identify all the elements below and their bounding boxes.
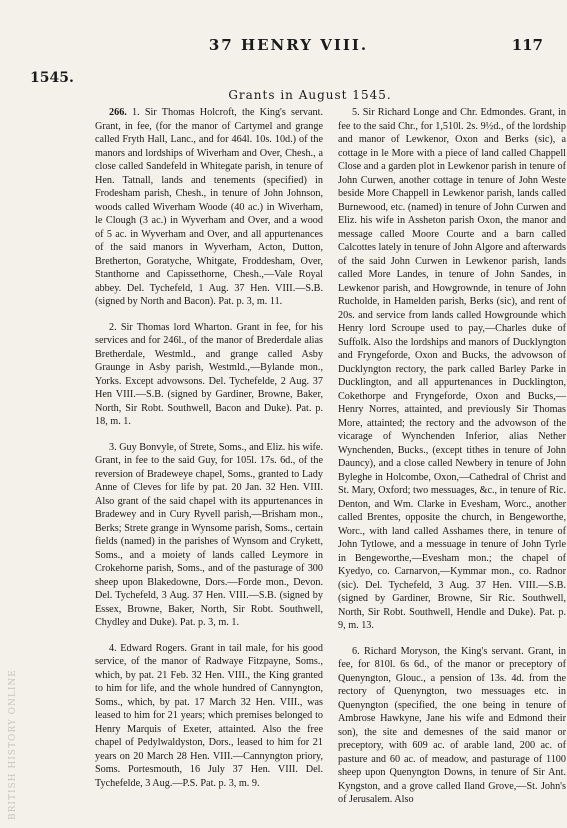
entry: [338, 645, 566, 807]
page-header: [30, 28, 547, 58]
entry: [95, 642, 323, 791]
section-title: Grants in August 1545.: [228, 88, 392, 102]
entry-text: 6. Richard Moryson, the King's servant. Grant, in fee, for 810l. 6s 6d., of the manor or preceptory of Quenyngton, Glouc., a pension of 13s. 4d. from the rectory of Quenyngton, two messuages etc. in Quenyngton (specified, the one being in tenure of Ambrose Hawkyne, Jane his wife and Edmond their son), the site and demesnes of the said manor or preceptory, with 609 ac. of arable land, 200 ac. of pasture and 60 ac. of meadow, and pasturage of 1100 sheep upon Quenyngton Downs, in tenure of Sir Ant. Kyngston, and a grove called Iland Grove,—St. John's of Jerusalem. Also: [338, 645, 566, 805]
year-label: 1545.: [30, 70, 74, 86]
entry: [338, 106, 566, 633]
entry-text: 4. Edward Rogers. Grant in tail male, for his good service, of the manor of Radwaye Fitzpayne, Soms., which, by pat. 21 Feb. 32 Hen. VIII., the King granted to him for life, and the whole hundred of Cannyngton, Soms., which, by pat. 17 March 32 Hen. VIII., was leased to him for 21 years; which premises belonged to Henry Marquis of Exeter, attainted. Also the free chapel of Pedylwaldyston, Dors., leased to him for 21 years on 20 March 28 Hen. VIII.—Cannyngton priory, Soms. Portesmouth, 16 July 37 Hen. VIII. Del. Tychefelde, 3 Aug.—P.S. Pat. p. 3, m. 9.: [95, 642, 323, 789]
entry: [95, 441, 323, 630]
entry-text: 3. Guy Bonvyle, of Strete, Soms., and Eliz. his wife. Grant, in fee to the said Guy, for 105l. 17s. 6d., of the reversion of Bradeweye chapel, Soms., granted to Lady Anne of Cleves for life by pat. 20 Jan. 32 Hen. VIII. Also grant of the said chapel with its appurtenances in Bradewey and in Cury Ryvell parish,—Brisham mon., Berks; Strete grange in Wynsome parish, Soms., certain fields (named) in the parishes of Wynsom and Crykett, Soms., and a moiety of lands called Leymore in Crokehorne parish, Soms., and of the pasturage of 300 sheep upon Blakedowne, Dors.—Forde mon., Devon. Del. Tychefeld, 3 Aug. 37 Hen. VIII.—S.B. (signed by Essex, Browne, Baker, North, Sir Robt. Southwell, Chydley and Duke). Pat. p. 3, m. 1.: [95, 441, 323, 628]
entry-number: 266.: [109, 107, 127, 118]
entry-text: 1. Sir Thomas Holcroft, the King's servant. Grant, in fee, (for the manor of Cartymel and grange called Fryth Hall, Lanc., and for 464l. 10s. 10d.) of the manors and lordships of Wiverham and Over, Chesh., a close called Sandefeld in Whitegate parish, in tenure of Hen. Tatnall, lands and tenements (specified) in Frodesham parish, Chesh., in tenure of John Johnson, woods called Wiverham Woode (40 ac.) in Wiverham, le Clough (3 ac.) in Wyverham and Over, and a wood of 5 ac. in Wyverham and Over, and all appurtenances of the said manors in Wyverham, Acton, Dutton, Bretherton, Goratyche, Whitgate, Froddesham, Over, Stanthorne and Capissethorne, Chesh.,—Vale Royal abbey. Del. Tychefeld, 1 Aug. 37 Hen. VIII.—S.B. (signed by North and Bacon). Pat. p. 3, m. 11.: [95, 107, 324, 307]
running-head: 37 HENRY VIII.: [208, 36, 369, 54]
right-column: [338, 106, 566, 819]
watermark: BRITISH HISTORY ONLINE: [8, 669, 18, 820]
entry-text: 2. Sir Thomas lord Wharton. Grant in fee, for his services and for 246l., of the manor of Brederdale alias Bretherdale, Westmld., and grange called Asby Graunge in Asby parish, Westmld.,—Bylande mon., Yorks. Except advowsons. Del. Tychefelde, 2 Aug. 37 Hen VIII.—S.B. (signed by Gardiner, Browne, Baker, North, Sir Robt. Southwell, Bacon and Duke). Pat. p. 18, m. 1.: [95, 321, 323, 427]
entry: [95, 106, 323, 309]
entry: [95, 321, 323, 429]
entry-text: 5. Sir Richard Longe and Chr. Edmondes. Grant, in fee to the said Chr., for 1,510l. 2s. 9½d., of the lordship and manor of Lewkenor, Oxon and Berks (sic), a cottage in le More with a piece of land called Chappell Close and a garden plot in Lewkenor parish in tenure of John Curwen, another cottage in tenure of John Weste beside More Chappell in Lewkenor parish, lands called Burnewood, etc. (named) in tenure of John Curwen and Eliz. his wife in Assheton parish Oxon, the manor and message called Moore Courte and a barn called Calcottes lately in tenure of John Algore and afterwards of the said John Curwen in Lewkenor parish, lands called More Landes, in tenure of John Sandes, in Lewkenor parish, and Howgrownde, in tenure of John Rucholde, in Hamelden parish, Berks (sic), and rent of 20s. and service from lands called Howgrounde which Henry lord Scroupe used to pay,—Charles duke of Suffolk. Also the lordships and manors of Ducklyngton and Fryngeforde, Oxon and Bucks, the advowson of Ducklyngton rectory, the park called Barley Parke in Ducklington, and all appurtenances in Ducklington, Cokethorpe and Fryngeforde, Oxon and Bucks,—Henry Norres, attainted, and previously Sir Thomas More, attainted; the rectory and the advowson of the vicarage of Wynchenden Inferior, alias Nether Wynchenden, Bucks., (except tithes in tenure of John Dauncy), and a close called Newbery in tenure of John Byleghe in Holcombe, Oxon,—Cathedral of Christ and St. Mary, Oxford; two messuages, &c., in tenure of Ric. Denton, and Wm. Clarke in Evesham, Worc., another called Brentes, opposite the church, in Bengeworthe, Worc., with land called Asshames there, in tenure of John Tytlowe, and a messuage in tenure of John Tyrle in Bengeworthe,—Evesham mon.; the chapel of Kyedyo, co. Carnarvon,—Kymmar mon., co. Radnor (sic). Del. Tychefeld, 3 Aug. 37 Hen. VIII.—S.B. (signed by Gardiner, Browne, Sir Ric. Southwell, North, Sir Robt. Southwell, Hendle and Duke). Pat. p. 9, m. 13.: [338, 107, 566, 631]
left-column: [95, 106, 323, 802]
page-number: 117: [511, 36, 543, 54]
